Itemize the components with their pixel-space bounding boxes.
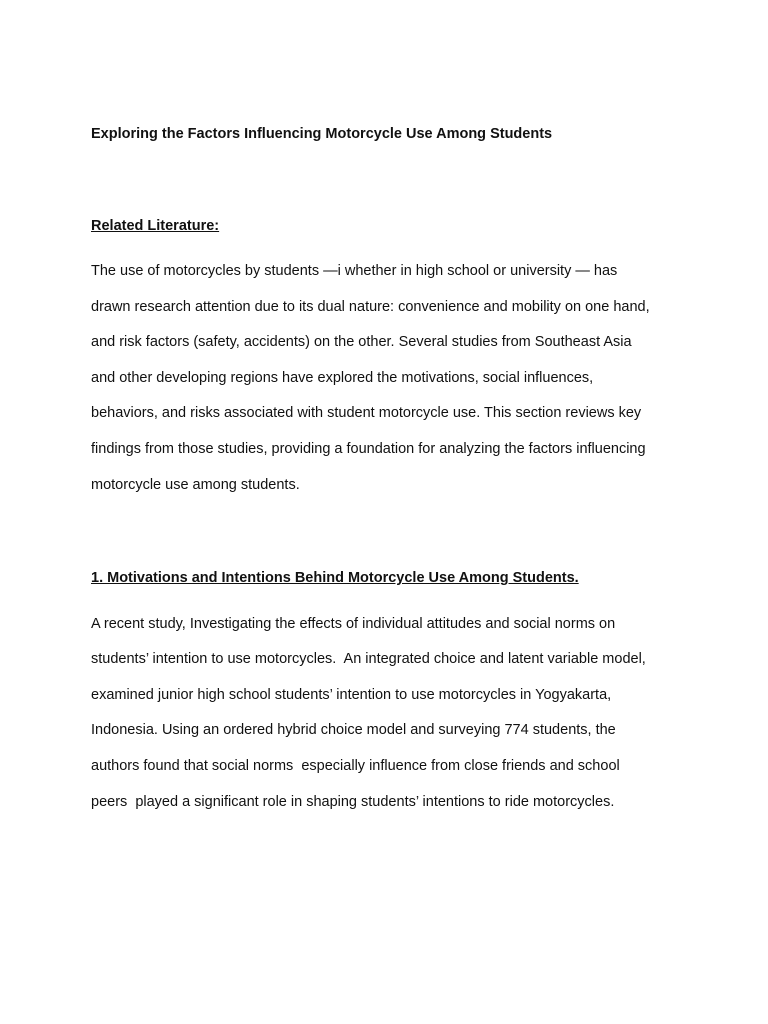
paragraph-line: and other developing regions have explored the motivations, social influences, (91, 370, 594, 386)
paragraph-line: motorcycle use among students. (91, 477, 300, 493)
document-title: Exploring the Factors Influencing Motorcycle Use Among Students (91, 126, 553, 142)
paragraph-line: A recent study, Investigating the effects of individual attitudes and social norms on (91, 616, 616, 632)
section-heading-related-literature: Related Literature: (91, 218, 220, 234)
paragraph-line: The use of motorcycles by students —i whether in high school or university — has (91, 263, 618, 279)
paragraph-line: examined junior high school students’ intention to use motorcycles in Yogyakarta, (91, 687, 612, 703)
paragraph-line: drawn research attention due to its dual nature: convenience and mobility on one hand, (91, 299, 650, 315)
paragraph-line: peers played a significant role in shaping students’ intentions to ride motorcycles. (91, 794, 615, 810)
paragraph-line: Indonesia. Using an ordered hybrid choice model and surveying 774 students, the (91, 722, 616, 738)
paragraph-line: findings from those studies, providing a foundation for analyzing the factors influencing (91, 441, 646, 457)
paragraph-line: students’ intention to use motorcycles. An integrated choice and latent variable model, (91, 651, 646, 667)
section-heading-motivations: 1. Motivations and Intentions Behind Motorcycle Use Among Students. (91, 570, 579, 586)
paragraph-line: and risk factors (safety, accidents) on the other. Several studies from Southeast Asia (91, 334, 632, 350)
paragraph-line: authors found that social norms especially influence from close friends and school (91, 758, 620, 774)
paragraph-line: behaviors, and risks associated with student motorcycle use. This section reviews key (91, 405, 642, 421)
